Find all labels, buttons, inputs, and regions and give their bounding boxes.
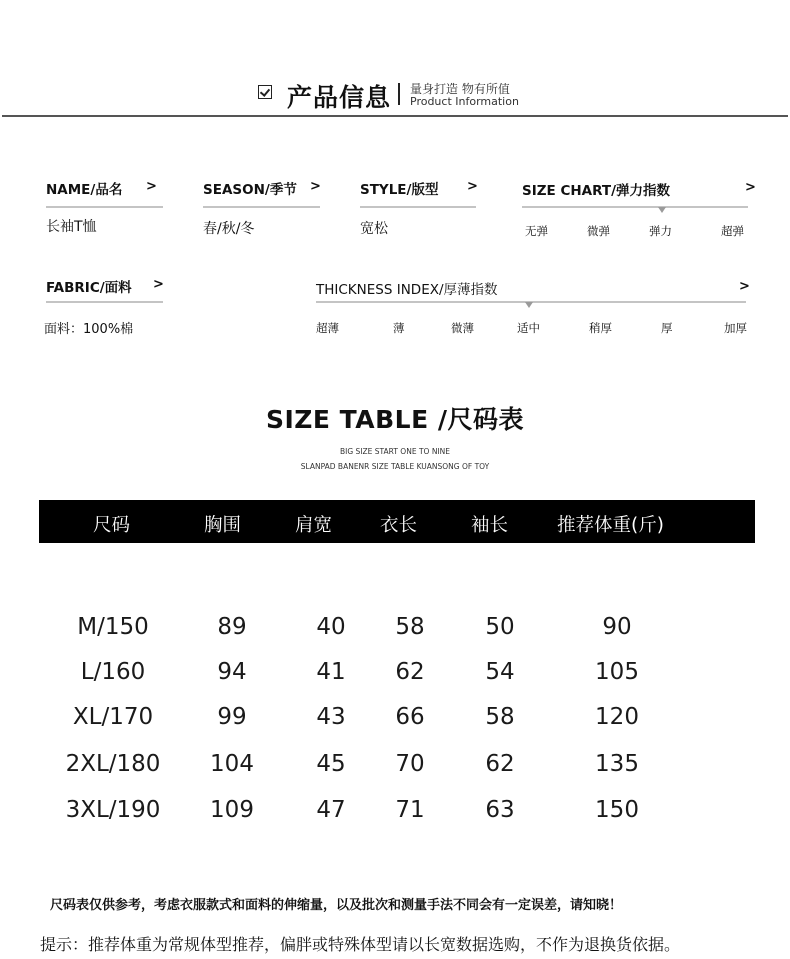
style-label: STYLE/版型	[360, 182, 439, 198]
section-title: 产品信息	[287, 83, 392, 112]
chevron-right-icon: >	[310, 179, 321, 194]
thickness-level: 稍厚	[589, 321, 612, 335]
table-cell: 120	[595, 704, 639, 730]
thickness-level: 加厚	[724, 321, 747, 335]
table-cell: 109	[210, 797, 254, 823]
table-cell: 105	[595, 659, 639, 685]
thickness-level: 超薄	[316, 321, 339, 335]
table-header	[39, 500, 755, 543]
column-header: 推荐体重(斤)	[557, 515, 664, 536]
name-underline	[46, 206, 163, 208]
table-cell: 71	[395, 797, 425, 823]
table-cell: 99	[217, 704, 247, 730]
table-cell: L/160	[80, 659, 146, 685]
size-table-title: SIZE TABLE /尺码表	[265, 405, 525, 434]
table-cell: 41	[316, 659, 346, 685]
name-value: 长袖T恤	[46, 219, 97, 235]
table-cell: 62	[485, 751, 515, 777]
table-cell: 40	[316, 614, 346, 640]
fabric-underline	[46, 301, 163, 303]
elasticity-scale-line	[522, 206, 748, 208]
chevron-right-icon: >	[467, 179, 478, 194]
table-cell: 66	[395, 704, 425, 730]
thickness-level-selected: 适中	[517, 321, 540, 335]
fabric-label: FABRIC/面料	[46, 280, 132, 296]
size-table-subtitle: BIG SIZE START ONE TO NINE	[340, 447, 450, 456]
table-cell: 58	[485, 704, 515, 730]
fabric-value: 面料：100%棉	[44, 322, 134, 337]
section-subtitle-cn: 量身打造 物有所值	[410, 82, 510, 96]
table-cell: 3XL/190	[65, 797, 161, 823]
disclaimer-note: 尺码表仅供参考，考虑衣服款式和面料的伸缩量，以及批次和测量手法不同会有一定误差，请知晓！	[50, 898, 623, 913]
column-header: 衣长	[380, 515, 418, 536]
table-cell: 63	[485, 797, 515, 823]
table-cell: 94	[217, 659, 247, 685]
thickness-marker-icon	[525, 302, 533, 308]
elasticity-level: 无弹	[525, 224, 548, 238]
table-cell: M/150	[77, 614, 149, 640]
table-cell: 43	[316, 704, 346, 730]
table-cell: 50	[485, 614, 515, 640]
elasticity-level: 微弹	[587, 224, 610, 238]
elasticity-level: 超弹	[721, 224, 744, 238]
table-cell: 62	[395, 659, 425, 685]
header-divider	[2, 115, 788, 117]
thickness-level: 厚	[661, 321, 673, 335]
tip-text: 提示：推荐体重为常规体型推荐，偏胖或特殊体型请以长宽数据选购，不作为退换货依据。	[40, 935, 681, 954]
table-cell: 47	[316, 797, 346, 823]
section-subtitle-en: Product Information	[410, 95, 519, 108]
column-header: 胸围	[204, 515, 242, 536]
season-label: SEASON/季节	[203, 182, 297, 198]
thickness-level: 薄	[393, 321, 405, 335]
style-value: 宽松	[360, 221, 388, 237]
size-table-subtitle: SLANPAD BANENR SIZE TABLE KUANSONG OF TOY	[300, 462, 490, 471]
season-value: 春/秋/冬	[203, 221, 255, 237]
style-underline	[360, 206, 476, 208]
thickness-label: THICKNESS INDEX/厚薄指数	[316, 282, 498, 298]
elasticity-marker-icon	[658, 207, 666, 213]
table-cell: 54	[485, 659, 515, 685]
chevron-right-icon: >	[146, 179, 157, 194]
title-separator	[398, 83, 400, 105]
table-cell: 70	[395, 751, 425, 777]
checkbox-icon	[258, 85, 272, 99]
name-label: NAME/品名	[46, 182, 123, 198]
column-header: 袖长	[471, 515, 509, 536]
table-cell: 135	[595, 751, 639, 777]
table-cell: 150	[595, 797, 639, 823]
elasticity-level-selected: 弹力	[649, 224, 672, 238]
chevron-right-icon: >	[745, 180, 756, 195]
thickness-level: 微薄	[451, 321, 474, 335]
table-cell: 58	[395, 614, 425, 640]
table-cell: 104	[210, 751, 254, 777]
table-cell: 45	[316, 751, 346, 777]
table-cell: 90	[602, 614, 632, 640]
column-header: 肩宽	[295, 515, 333, 536]
chevron-right-icon: >	[153, 277, 164, 292]
table-cell: 2XL/180	[65, 751, 161, 777]
season-underline	[203, 206, 320, 208]
table-cell: XL/170	[72, 704, 154, 730]
column-header: 尺码	[93, 515, 131, 536]
size-chart-label: SIZE CHART/弹力指数	[522, 183, 671, 199]
table-cell: 89	[217, 614, 247, 640]
chevron-right-icon: >	[739, 279, 750, 294]
